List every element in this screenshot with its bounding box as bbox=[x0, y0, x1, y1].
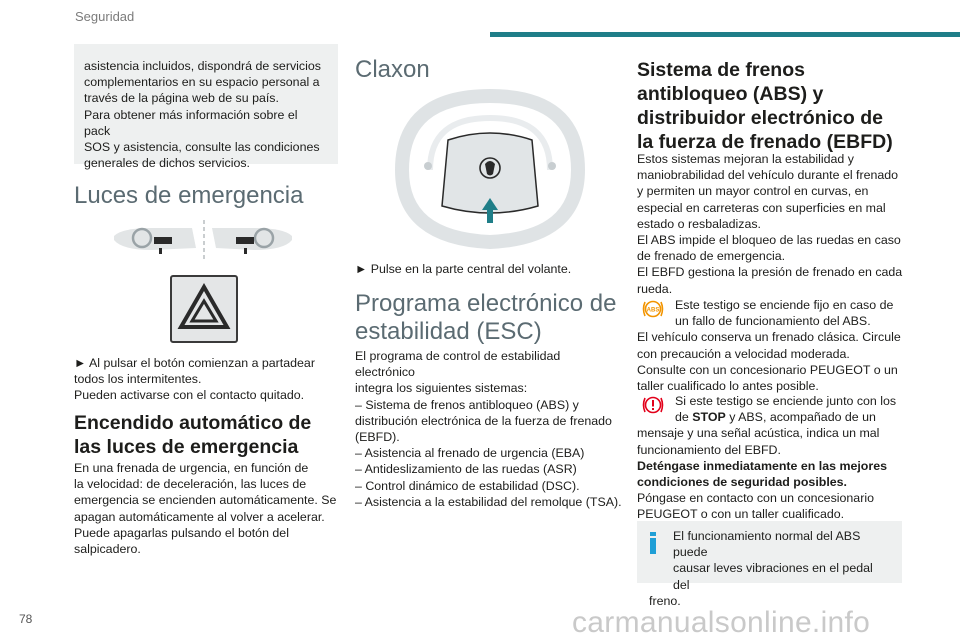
ebfd-warning-row bbox=[637, 393, 905, 425]
stop-label: STOP bbox=[692, 410, 726, 425]
paragraph-line: (EBFD). bbox=[355, 430, 400, 445]
abs-intro-text bbox=[637, 151, 905, 297]
note-line: través de la página web de su país. bbox=[84, 91, 279, 106]
paragraph-line: integra los siguientes sistemas: bbox=[355, 381, 528, 396]
abs-warning-row bbox=[637, 297, 905, 329]
paragraph-line: Puede apagarlas pulsando el botón del bbox=[74, 525, 289, 540]
hazard-button-illustration bbox=[170, 275, 238, 343]
paragraph-line: rueda. bbox=[637, 281, 673, 296]
bold-warning: condiciones de seguridad posibles. bbox=[637, 475, 847, 490]
paragraph-line: Este testigo se enciende fijo en caso de bbox=[675, 298, 894, 312]
paragraph-line: – Antideslizamiento de las ruedas (ASR) bbox=[355, 462, 577, 477]
paragraph-line: todos los intermitentes. bbox=[74, 372, 202, 387]
paragraph-line: – Control dinámico de estabilidad (DSC). bbox=[355, 478, 580, 493]
horn-text: ► Pulse en la parte central del volante. bbox=[355, 262, 572, 276]
note-line: generales de dichos servicios. bbox=[84, 156, 250, 171]
esc-text bbox=[355, 348, 622, 510]
info-line: causar leves vibraciones en el pedal del bbox=[673, 561, 873, 592]
paragraph-line: Si este testigo se enciende junto con los bbox=[675, 394, 897, 408]
paragraph-line: de frenado de emergencia. bbox=[637, 249, 786, 264]
auto-hazard-heading bbox=[74, 411, 339, 459]
paragraph-line: funcionamiento del EBFD. bbox=[637, 442, 781, 457]
paragraph-line: En una frenada de urgencia, en función de bbox=[74, 461, 309, 475]
paragraph-line: Consulte con un concesionario PEUGEOT o un bbox=[637, 362, 898, 377]
paragraph-line: apagan automáticamente al volver a acelerar. bbox=[74, 509, 325, 524]
paragraph-line: – Asistencia a la estabilidad del remolque (TSA). bbox=[355, 494, 622, 509]
paragraph-line bbox=[637, 474, 905, 490]
paragraph-line: El ABS impide el bloqueo de las ruedas en caso bbox=[637, 233, 901, 248]
paragraph-line: Pueden activarse con el contacto quitado. bbox=[74, 388, 305, 403]
paragraph-line: maniobrabilidad del vehículo durante el frenado bbox=[637, 168, 899, 183]
paragraph-line bbox=[637, 458, 905, 474]
paragraph-line: El EBFD gestiona la presión de frenado en cada bbox=[637, 265, 903, 280]
watermark: carmanualsonline.info bbox=[572, 606, 871, 639]
paragraph-line: salpicadero. bbox=[74, 542, 141, 557]
info-icon bbox=[649, 532, 657, 554]
header-accent-bar bbox=[490, 32, 960, 37]
paragraph-line: El programa de control de estabilidad electrónico bbox=[355, 349, 561, 380]
heading-line: la fuerza de frenado (EBFD) bbox=[637, 131, 893, 153]
paragraph-line: estado o resbaladizas. bbox=[637, 216, 761, 231]
abs-warning-light-icon bbox=[641, 298, 665, 320]
horn-heading: Claxon bbox=[355, 56, 430, 83]
heading-line: Sistema de frenos bbox=[637, 59, 805, 81]
paragraph-line: un fallo de funcionamiento del ABS. bbox=[675, 314, 871, 329]
paragraph-line: especial en carreteras con superficies en mal bbox=[637, 200, 886, 215]
bold-warning: Deténgase inmediatamente en las mejores bbox=[637, 458, 887, 473]
brake-alert-light-icon bbox=[641, 394, 665, 416]
hazard-lights-text bbox=[74, 355, 339, 404]
note-line: asistencia incluidos, dispondrá de servicios bbox=[84, 59, 321, 73]
ebfd-warning-block bbox=[637, 393, 905, 523]
paragraph-line: con precaución a velocidad moderada. bbox=[637, 346, 850, 361]
page-number: 78 bbox=[19, 612, 33, 626]
paragraph-line: Estos sistemas mejoran la estabilidad y bbox=[637, 152, 854, 166]
heading-line: distribuidor electrónico de bbox=[637, 107, 883, 129]
abs-ebfd-heading bbox=[637, 58, 905, 154]
heading-line: antibloqueo (ABS) y bbox=[637, 83, 824, 105]
note-line: Para obtener más información sobre el pack bbox=[84, 107, 298, 138]
paragraph-line: Póngase en contacto con un concesionario bbox=[637, 491, 874, 506]
paragraph-line: PEUGEOT o con un taller cualificado. bbox=[637, 507, 845, 522]
heading-line: estabilidad (ESC) bbox=[355, 318, 542, 345]
paragraph-line: taller cualificado lo antes posible. bbox=[637, 379, 819, 394]
heading-line: Encendido automático de bbox=[74, 412, 312, 434]
hazard-dashboard-illustration bbox=[112, 218, 294, 262]
paragraph-line: – Asistencia al frenado de urgencia (EBA) bbox=[355, 446, 585, 461]
abs-info-box bbox=[637, 521, 902, 608]
esc-heading bbox=[355, 290, 622, 346]
paragraph-line: la velocidad: de deceleración, las luces de bbox=[74, 477, 307, 492]
paragraph-line: y permiten un mayor control en curvas, en bbox=[637, 184, 869, 199]
paragraph-line: mensaje y una señal acústica, indica un mal bbox=[637, 426, 880, 441]
auto-hazard-text bbox=[74, 460, 339, 557]
note-line: complementarios en su espacio personal a bbox=[84, 75, 320, 90]
paragraph-line: emergencia se encienden automáticamente. Se bbox=[74, 493, 337, 508]
info-line: freno. bbox=[649, 593, 681, 608]
hazard-lights-heading: Luces de emergencia bbox=[74, 182, 304, 209]
paragraph-line: – Sistema de frenos antibloqueo (ABS) y bbox=[355, 397, 579, 412]
text-span: y ABS, acompañado de un bbox=[725, 410, 876, 425]
paragraph-line: ► Al pulsar el botón comienzan a partadear bbox=[74, 356, 315, 370]
paragraph-line bbox=[675, 409, 905, 425]
text-span: de bbox=[675, 410, 693, 425]
info-line: El funcionamiento normal del ABS puede bbox=[673, 529, 861, 560]
steering-wheel-illustration bbox=[390, 88, 590, 250]
hazard-triangle-icon bbox=[172, 277, 236, 341]
abs-icon-label: ABS bbox=[646, 307, 660, 314]
abs-warning-block bbox=[637, 297, 905, 394]
paragraph-line: distribución electrónica de la fuerza de frenado bbox=[355, 413, 612, 428]
heading-line: Programa electrónico de bbox=[355, 290, 617, 317]
sos-note-box bbox=[74, 44, 338, 171]
heading-line: las luces de emergencia bbox=[74, 436, 299, 458]
note-line: SOS y asistencia, consulte las condiciones bbox=[84, 140, 320, 155]
section-name: Seguridad bbox=[75, 9, 135, 24]
paragraph-line: El vehículo conserva un frenado clásica. Circule bbox=[637, 330, 901, 345]
